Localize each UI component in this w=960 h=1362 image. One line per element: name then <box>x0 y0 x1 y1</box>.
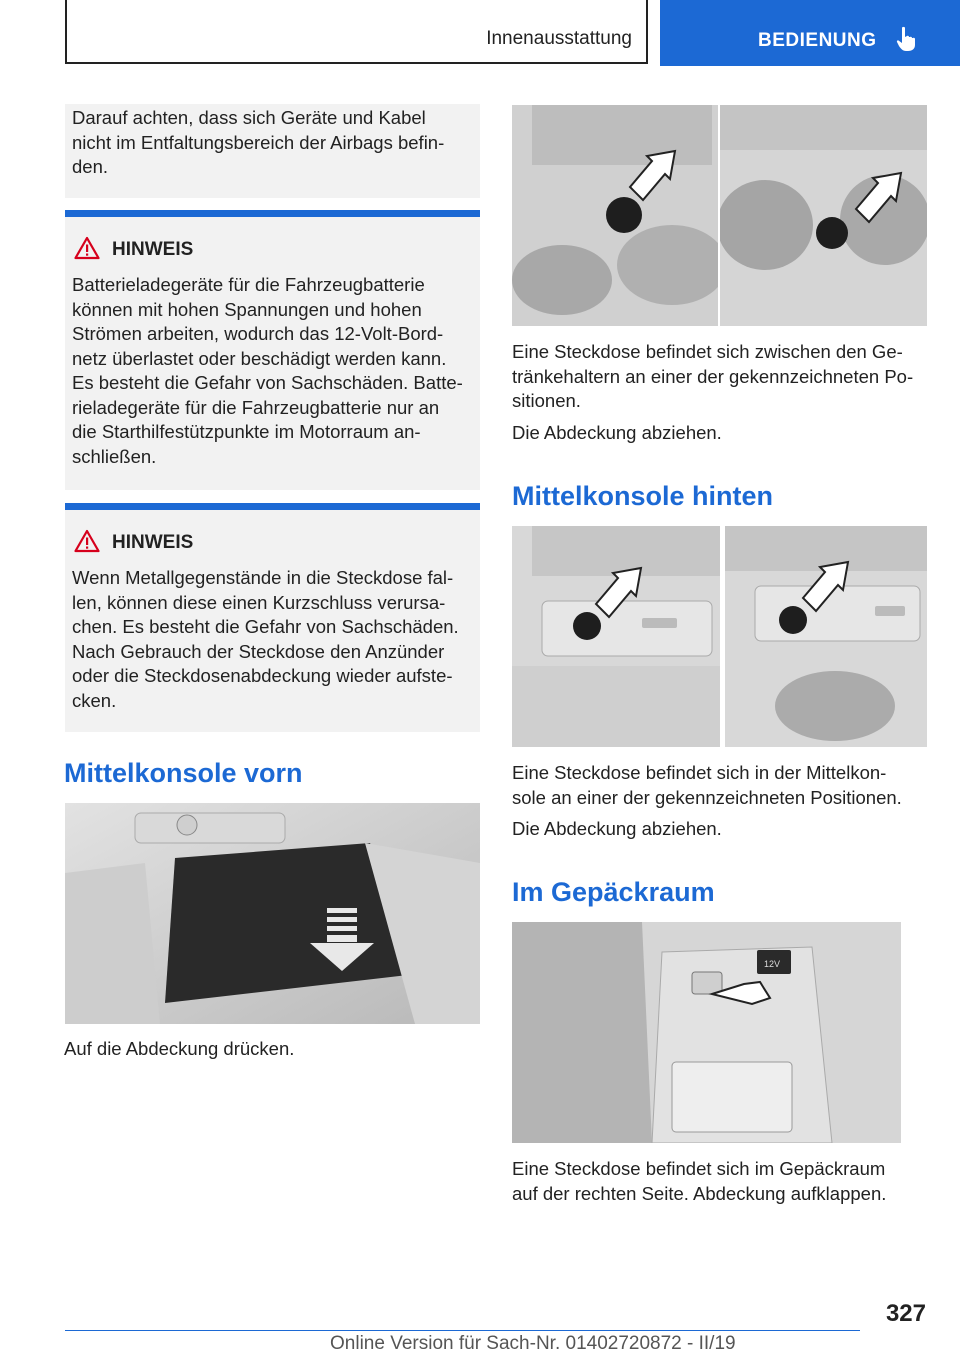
cupholder-photo-left <box>512 105 718 326</box>
warning2-bar <box>65 503 480 510</box>
cupholder-line: Eine Steckdose befindet sich zwischen den Ge- <box>512 341 903 362</box>
warning1-line: rieladegeräte für die Fahrzeugbatterie nur an <box>72 396 440 418</box>
rear-console-photo-left <box>512 526 720 747</box>
page-number: 327 <box>885 1300 926 1327</box>
warning-triangle-icon <box>74 529 100 558</box>
intro-line: den. <box>72 156 109 177</box>
header-chapter-label: BEDIENUNG <box>758 30 877 51</box>
warning1-title: HINWEIS <box>112 239 194 260</box>
rear-console-line: sole an einer der gekennzeichneten Positionen. <box>512 786 902 808</box>
warning1-text <box>72 273 477 469</box>
warning1-line: die Starthilfestützpunkte im Motorraum an- <box>72 421 421 442</box>
cupholder-line: tränkehaltern an einer der gekennzeichneten Po- <box>512 365 914 387</box>
intro-line: nicht im Entfaltungsbereich der Airbags befin- <box>72 131 445 153</box>
warning2-title: HINWEIS <box>112 532 194 553</box>
warning1-bar <box>65 210 480 217</box>
luggage-line: Eine Steckdose befindet sich im Gepäckraum <box>512 1158 886 1179</box>
intro-text <box>72 106 477 180</box>
header-section-title: Innenausstattung <box>486 28 632 49</box>
rear-console-photo-right <box>725 526 927 747</box>
warning2-line: len, können diese einen Kurzschluss verursa- <box>72 591 446 613</box>
heading-front-console: Mittelkonsole vorn <box>64 758 303 788</box>
cupholder-step: Die Abdeckung abziehen. <box>512 422 722 443</box>
luggage-line: auf der rechten Seite. Abdeckung aufklappen. <box>512 1182 887 1204</box>
warning1-line: Es besteht die Gefahr von Sachschäden. Batte- <box>72 372 463 393</box>
caption-front-console: Auf die Abdeckung drücken. <box>64 1038 295 1059</box>
warning-triangle-icon <box>74 236 100 265</box>
warning1-line: Strömen arbeiten, wodurch das 12-Volt-Bord- <box>72 323 444 344</box>
front-console-photo <box>65 803 480 1024</box>
warning1-line: Batterieladegeräte für die Fahrzeugbatterie <box>72 274 425 295</box>
intro-line: Darauf achten, dass sich Geräte und Kabel <box>72 107 426 128</box>
luggage-photo <box>512 922 901 1143</box>
warning2-line: Nach Gebrauch der Steckdose den Anzünder <box>72 640 445 662</box>
warning2-line: oder die Steckdosenabdeckung wieder aufste- <box>72 665 453 686</box>
rear-console-text <box>512 761 932 810</box>
rear-console-line: Eine Steckdose befindet sich in der Mittelkon- <box>512 762 887 783</box>
cupholder-photo-right <box>720 105 927 326</box>
heading-rear-console: Mittelkonsole hinten <box>512 481 774 511</box>
warning2-text <box>72 566 477 713</box>
cupholder-text <box>512 340 932 414</box>
footer-version-text: Online Version für Sach-Nr. 01402720872 - II/19 <box>330 1333 736 1354</box>
warning2-line: chen. Es besteht die Gefahr von Sachschäden. <box>72 616 459 637</box>
warning1-line: können mit hohen Spannungen und hohen <box>72 298 422 320</box>
pointing-hand-icon <box>896 26 918 57</box>
warning1-line: schließen. <box>72 445 157 467</box>
header-section-box <box>65 0 648 64</box>
warning1-line: netz überlastet oder beschädigt werden kann. <box>72 347 447 369</box>
footer-divider <box>65 1330 860 1331</box>
header-chapter-tab <box>660 0 960 66</box>
heading-luggage: Im Gepäckraum <box>512 877 715 907</box>
warning2-line: Wenn Metallgegenstände in die Steckdose fal- <box>72 567 454 588</box>
warning2-line: cken. <box>72 689 117 711</box>
rear-console-step: Die Abdeckung abziehen. <box>512 818 722 839</box>
luggage-12v-label: 12V <box>764 959 781 969</box>
luggage-text <box>512 1157 932 1206</box>
cupholder-line: sitionen. <box>512 390 581 411</box>
